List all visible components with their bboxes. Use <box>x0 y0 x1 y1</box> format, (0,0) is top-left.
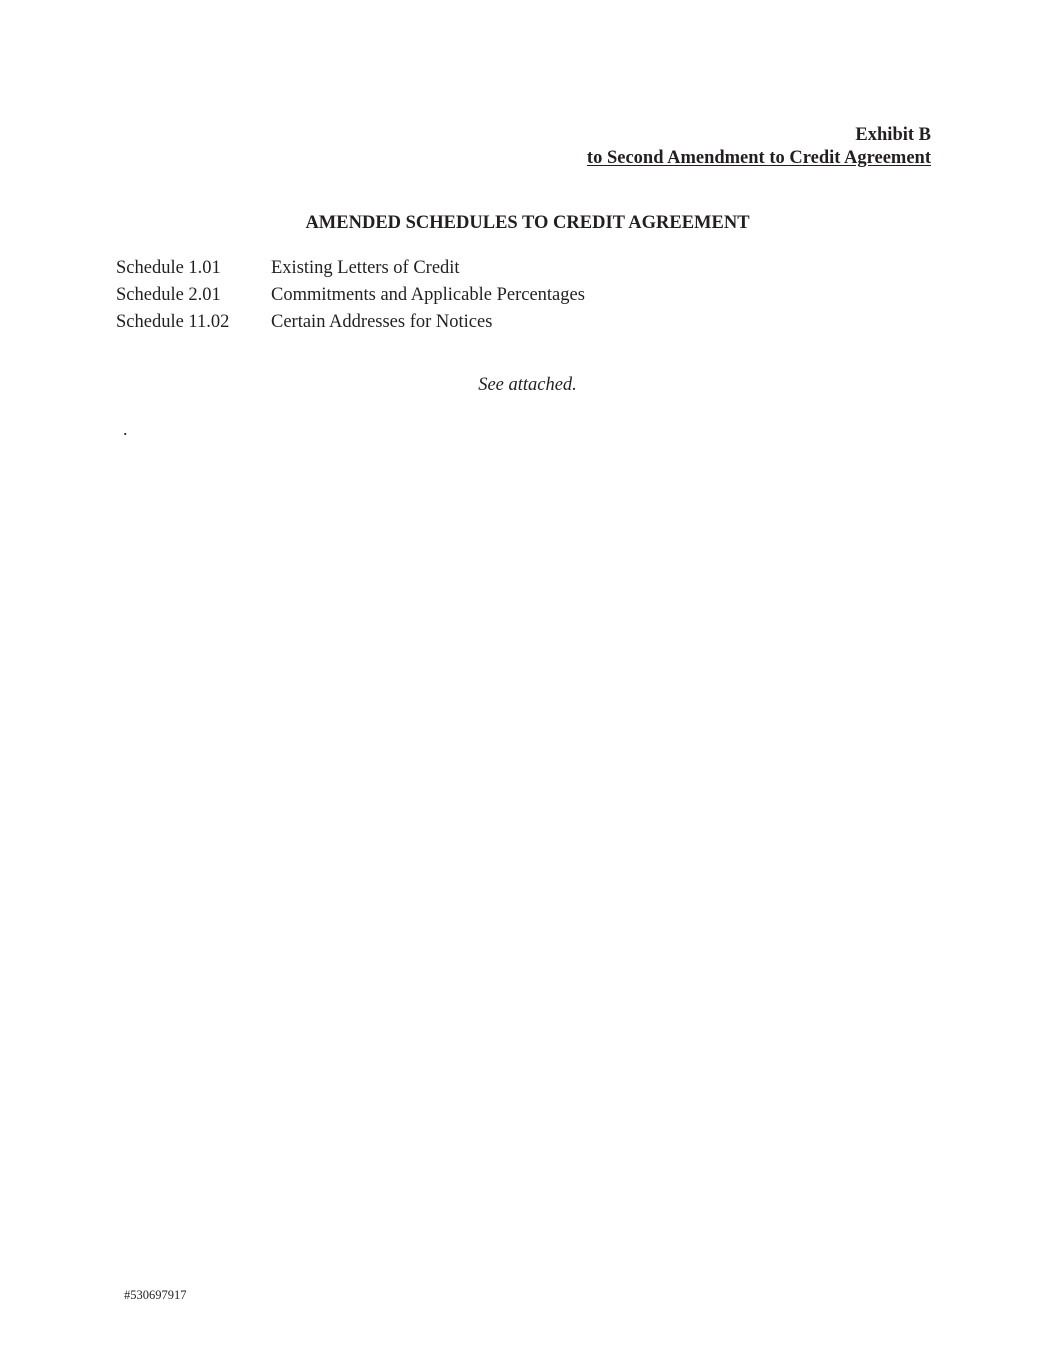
schedule-title: Certain Addresses for Notices <box>271 312 493 332</box>
schedule-number: Schedule 1.01 <box>116 258 221 278</box>
schedule-title: Existing Letters of Credit <box>271 258 460 278</box>
stray-period: . <box>123 419 128 439</box>
schedule-row <box>116 255 585 282</box>
exhibit-header <box>587 124 931 170</box>
document-id: #530697917 <box>124 1288 187 1302</box>
attached-note: See attached. <box>478 375 577 395</box>
exhibit-subtitle: to Second Amendment to Credit Agreement <box>586 148 931 168</box>
schedule-row <box>116 309 585 336</box>
schedule-number: Schedule 11.02 <box>116 312 230 332</box>
exhibit-label: Exhibit B <box>855 125 931 145</box>
schedule-number: Schedule 2.01 <box>116 285 221 305</box>
document-heading: AMENDED SCHEDULES TO CREDIT AGREEMENT <box>305 213 750 233</box>
schedule-title: Commitments and Applicable Percentages <box>271 285 585 305</box>
schedule-list <box>116 255 585 336</box>
schedule-row <box>116 282 585 309</box>
